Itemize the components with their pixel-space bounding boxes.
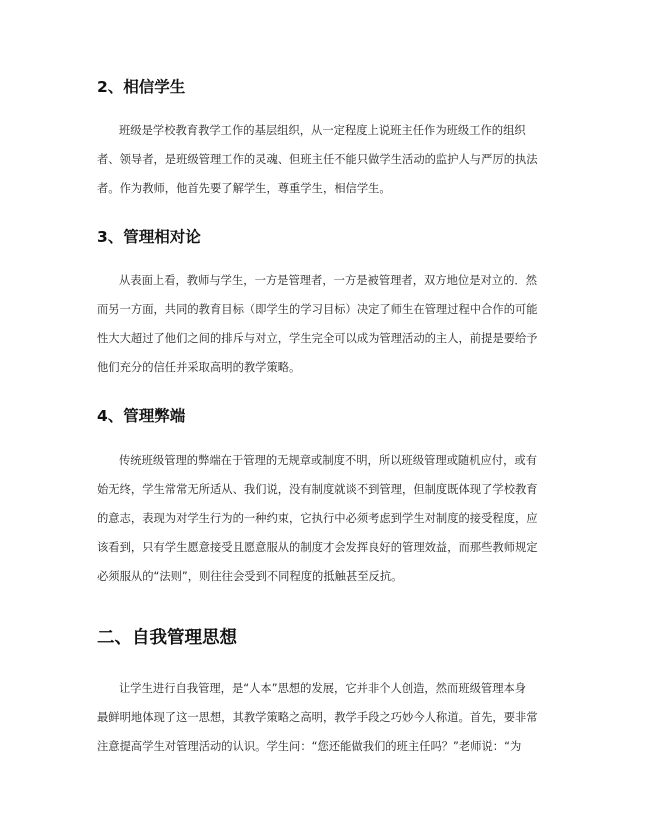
paragraph-line: 最鲜明地体现了这一思想，其教学策略之高明，教学手段之巧妙今人称道。首先，要非常	[97, 711, 538, 724]
paragraph-line: 必须服从的“法则”，则往往会受到不同程度的抵触甚至反抗。	[97, 570, 403, 583]
paragraph-line: 者、领导者，是班级管理工作的灵魂、但班主任不能只做学生活动的监护人与严厉的执法	[97, 153, 538, 166]
paragraph-trust-students	[97, 116, 549, 203]
paragraph-line: 班级是学校教育教学工作的基层组织，从一定程度上说班主任作为班级工作的组织	[119, 124, 526, 137]
paragraph-management-relativity	[97, 266, 549, 382]
paragraph-line: 从表面上看，教师与学生，一方是管理者，一方是被管理者，双方地位是对立的．然	[119, 274, 537, 287]
paragraph-line: 性大大超过了他们之间的排斥与对立，学生完全可以成为管理活动的主人，前提是要给予	[97, 332, 538, 345]
section-heading-self-management: 二、自我管理思想	[97, 628, 237, 648]
paragraph-management-drawbacks	[97, 446, 549, 591]
paragraph-line: 注意提高学生对管理活动的认识。学生问：“您还能做我们的班主任吗？”老师说：“为	[97, 740, 522, 753]
section-heading-management-drawbacks: 4、管理弊端	[97, 407, 186, 425]
paragraph-line: 他们充分的信任并采取高明的教学策略。	[97, 361, 301, 374]
paragraph-line: 的意志，表现为对学生行为的一种约束，它执行中必须考虑到学生对制度的接受程度，应	[97, 512, 538, 525]
paragraph-line: 者。作为教师，他首先要了解学生，尊重学生，相信学生。	[97, 182, 391, 195]
paragraph-line: 始无终，学生常常无所适从、我们说，没有制度就谈不到管理，但制度既体现了学校教育	[97, 483, 538, 496]
paragraph-line: 传统班级管理的弊端在于管理的无规章或制度不明，所以班级管理或随机应付，或有	[119, 454, 537, 467]
paragraph-line: 而另一方面，共同的教育目标（即学生的学习目标）决定了师生在管理过程中合作的可能	[97, 303, 538, 316]
section-heading-management-relativity: 3、管理相对论	[97, 228, 201, 246]
paragraph-self-management	[97, 674, 549, 761]
paragraph-line: 该看到，只有学生愿意接受且愿意服从的制度才会发挥良好的管理效益，而那些教师规定	[97, 541, 538, 554]
section-heading-trust-students: 2、相信学生	[97, 78, 186, 96]
paragraph-line: 让学生进行自我管理，是“人本”思想的发展，它并非个人创造，然而班级管理本身	[119, 682, 527, 695]
